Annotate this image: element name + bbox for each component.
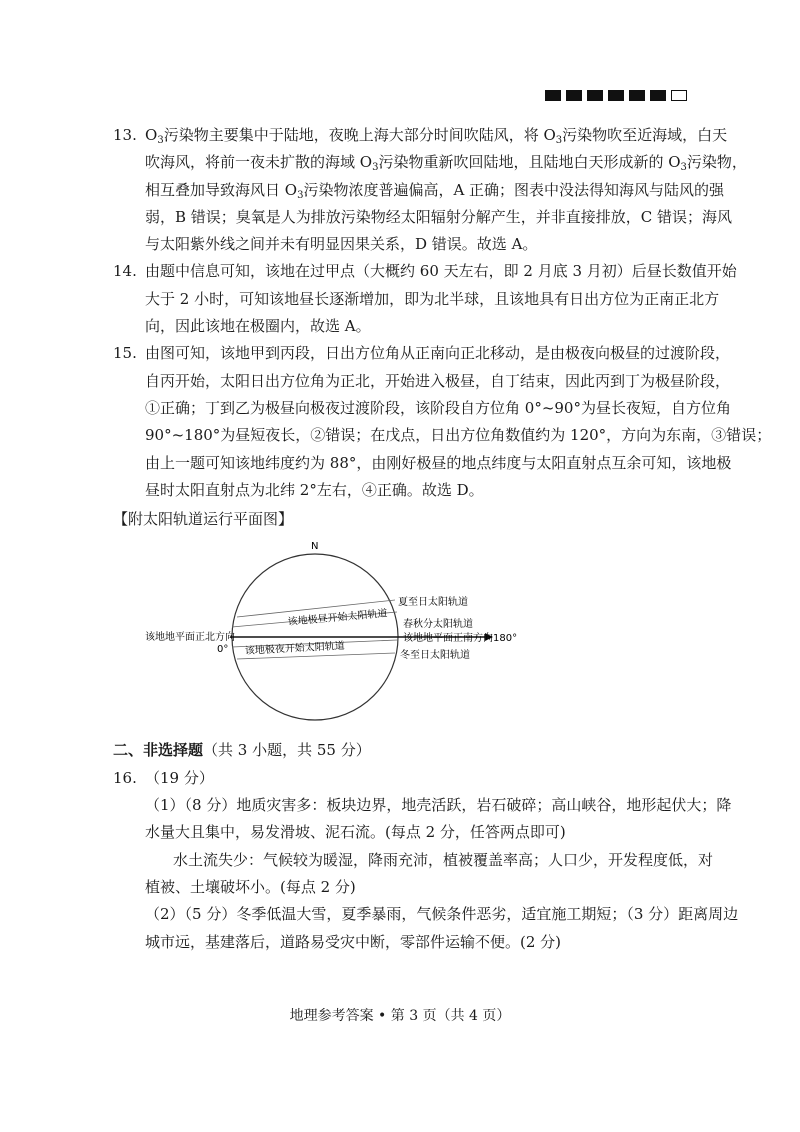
question-13: [113, 122, 747, 258]
annex-title: 【附太阳轨道运行平面图】: [113, 510, 294, 529]
marker-filled: [587, 90, 603, 101]
answer-line: 由上一题可知该地纬度约为 88°，由刚好极昼的地点纬度与太阳直射点互余可知，该地极: [145, 453, 732, 472]
answer-part-1b: [113, 847, 714, 902]
zero-degree-label: 0°: [217, 644, 229, 656]
sun-path-diagram: [113, 537, 695, 729]
marker-filled: [629, 90, 645, 101]
answer-part-1: [113, 792, 732, 847]
marker-filled: [566, 90, 582, 101]
north-label: N: [311, 541, 319, 553]
answer-line: 水土流失少：气候较为暖湿，降雨充沛，植被覆盖率高；人口少，开发程度低，对: [173, 850, 714, 869]
answer-line: 大于 2 小时，可知该地昼长逐渐增加，即为北半球，且该地具有日出方位为正南正北方: [145, 289, 720, 308]
north-direction-label: 该地地平面正北方向: [145, 632, 235, 644]
answer-line: 植被、土壤破坏小。(每点 2 分): [145, 877, 356, 896]
answer-line: 90°~180°为昼短夜长，②错误；在戊点，日出方位角数值约为 120°，方向为东南，③错误；: [145, 426, 772, 445]
answer-line: 吹海风，将前一夜未扩散的海域 $O_3$污染物重新吹回陆地，且陆地白天形成新的 $O_3$污染物，: [145, 153, 747, 174]
winter-label: 冬至日太阳轨道: [400, 650, 470, 662]
summer-label: 夏至日太阳轨道: [398, 597, 468, 609]
question-15: [113, 340, 772, 504]
polar-day-label: 该地极昼开始太阳轨道: [287, 608, 388, 629]
answer-line: 与太阳紫外线之间并未有明显因果关系，D 错误。故选 A。: [145, 235, 538, 254]
page-footer: 地理参考答案 • 第 3 页（共 4 页）: [289, 1008, 511, 1024]
answer-line: 自丙开始，太阳日出方位角为正北，开始进入极昼，自丁结束，因此丙到丁为极昼阶段，: [145, 371, 731, 390]
answer-content: [113, 122, 772, 956]
question-score: （19 分）: [145, 768, 214, 787]
section-title: 二、非选择题（共 3 小题，共 55 分）: [113, 741, 371, 760]
answer-line: $O_3$污染物主要集中于陆地，夜晚上海大部分时间吹陆风，将 $O_3$污染物吹至近海域，白天: [145, 126, 728, 146]
answer-line: （1）（8 分）地质灾害多：板块边界，地壳活跃，岩石破碎；高山峡谷，地形起伏大；降: [145, 796, 732, 815]
answer-part-2: [113, 901, 739, 956]
question-14: [113, 258, 737, 340]
page-marker: [545, 90, 687, 101]
marker-hollow: [671, 90, 687, 101]
answer-line: 弱，B 错误；臭氧是人为排放污染物经太阳辐射分解产生，并非直接排放，C 错误；海风: [145, 207, 733, 226]
answer-line: 由图可知，该地甲到丙段，日出方位角从正南向正北移动，是由极夜向极昼的过渡阶段，: [145, 344, 731, 363]
answer-line: 相互叠加导致海风日 $O_3$污染物浓度普遍偏高，A 正确；图表中没法得知海风与陆风的强: [145, 180, 725, 201]
question-number: 13.: [113, 126, 137, 144]
answer-line: 向，因此该地在极圈内，故选 A。: [145, 317, 371, 336]
marker-filled: [545, 90, 561, 101]
marker-filled: [608, 90, 624, 101]
marker-filled: [650, 90, 666, 101]
equinox-label: 春秋分太阳轨道: [403, 619, 473, 631]
answer-line: 昼时太阳直射点为北纬 2°左右，④正确。故选 D。: [145, 480, 484, 499]
question-number: 14.: [113, 262, 137, 281]
answer-line: 由题中信息可知，该地在过甲点（大概约 60 天左右，即 2 月底 3 月初）后昼长数值开始: [145, 262, 737, 281]
answer-line: ①正确；丁到乙为极昼向极夜过渡阶段，该阶段自方位角 0°~90°为昼长夜短，自方位角: [145, 398, 731, 417]
question-number: 16.: [113, 768, 137, 787]
answer-line: （2）（5 分）冬季低温大雪，夏季暴雨，气候条件恶劣，适宜施工期短；（3 分）距离周边: [145, 905, 739, 924]
polar-night-label: 该地极夜开始太阳轨道: [244, 641, 346, 658]
sun-path-svg: [113, 537, 695, 729]
answer-line: 水量大且集中，易发滑坡、泥石流。(每点 2 分，任答两点即可): [145, 823, 566, 842]
south-label: 该地地平面正南方向180°: [403, 633, 518, 645]
answer-line: 城市远，基建落后，道路易受灾中断，零部件运输不便。(2 分): [145, 932, 562, 951]
question-number: 15.: [113, 344, 137, 363]
question-16: [113, 765, 695, 792]
